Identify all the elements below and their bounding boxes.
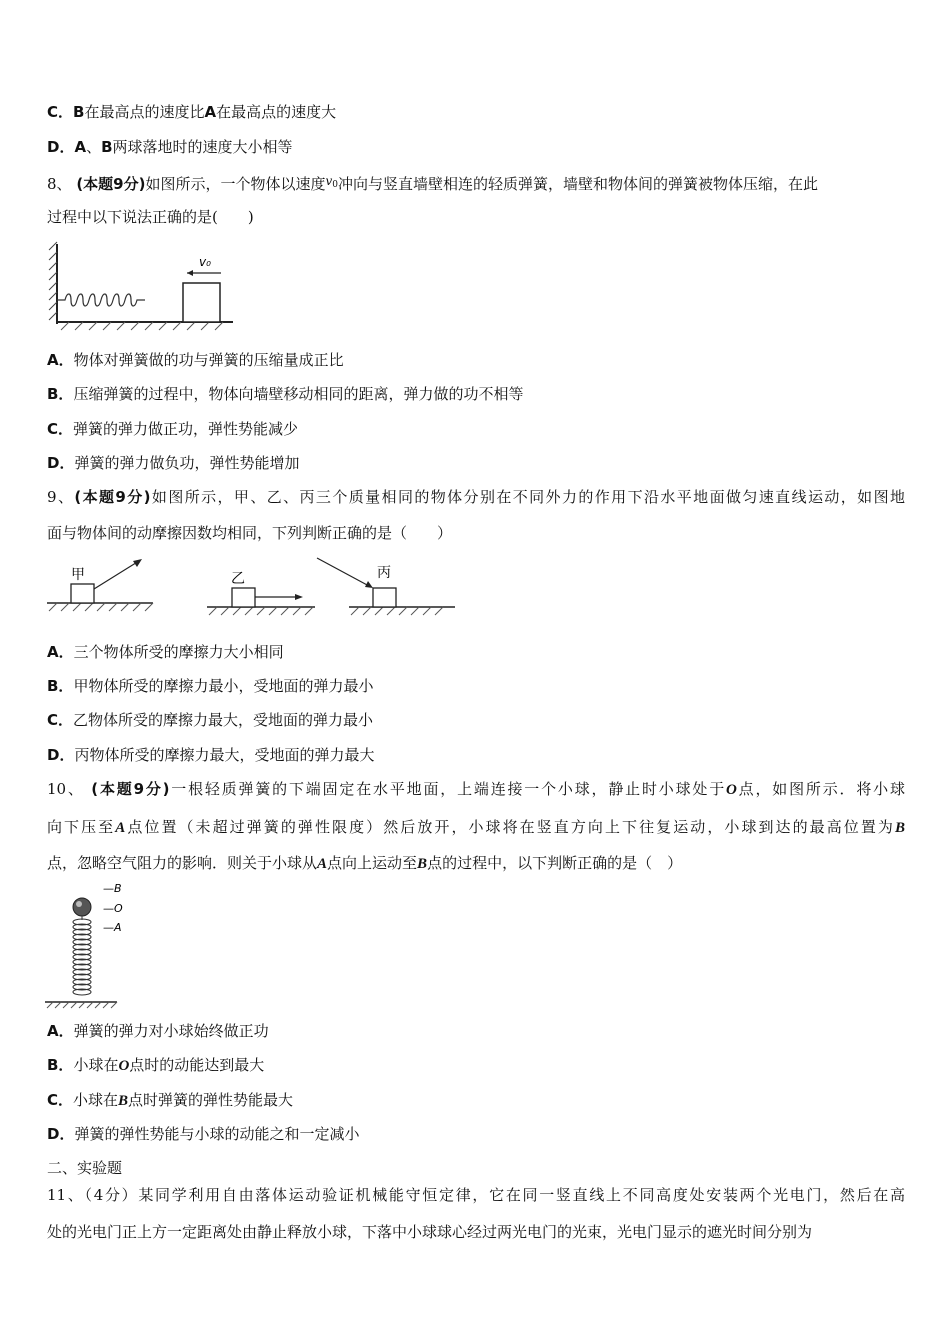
q8-option-b: B．压缩弹簧的过程中，物体向墙壁移动相同的距离，弹力做的功不相等 (47, 385, 524, 403)
label-O: —O (103, 902, 123, 915)
q7-option-d: D．A、B两球落地时的速度大小相等 (47, 138, 293, 156)
q10-stem-line2: 向下压至A点位置（未超过弹簧的弹性限度）然后放开，小球将在竖直方向上下往复运动，小球到达的最高位置为B (47, 818, 905, 836)
vertical-spring-icon (73, 919, 91, 995)
q10-option-b: B．小球在O点时的动能达到最大 (47, 1056, 265, 1074)
q8-stem-line2: 过程中以下说法正确的是( ) (47, 208, 254, 226)
ball-icon (73, 898, 91, 916)
q11-stem-line1: 11、（4分）某同学利用自由落体运动验证机械能守恒定律，它在同一竖直线上不同高度处安装两个光电门，然后在高 (47, 1186, 905, 1204)
q10-spring-ball-figure (45, 880, 175, 1010)
q8-option-c: C．弹簧的弹力做正功，弹性势能减少 (47, 420, 299, 438)
q8-option-d: D．弹簧的弹力做负功，弹性势能增加 (47, 454, 300, 472)
label-yi: 乙 (231, 571, 245, 587)
label-B: —B (103, 882, 122, 895)
velocity-label: v₀ (199, 255, 211, 269)
q10-stem-line3: 点，忽略空气阻力的影响．则关于小球从A点向上运动至B点的过程中，以下判断正确的是（ ） (47, 854, 683, 872)
q9-option-a: A．三个物体所受的摩擦力大小相同 (47, 643, 284, 661)
section-title: 二、实验题 (47, 1159, 123, 1177)
q10-option-a: A．弹簧的弹力对小球始终做正功 (47, 1022, 269, 1040)
q8-option-a: A．物体对弹簧做的功与弹簧的压缩量成正比 (47, 351, 344, 369)
block-icon (183, 283, 220, 322)
q9-option-d: D．丙物体所受的摩擦力最大，受地面的弹力最大 (47, 746, 375, 764)
label-jia: 甲 (71, 567, 85, 583)
q8-spring-wall-figure (47, 240, 237, 332)
label-A: —A (103, 921, 122, 934)
spring-icon (57, 294, 145, 306)
q9-stem-line1: 9、(本题9分)如图所示，甲、乙、丙三个质量相同的物体分别在不同外力的作用下沿水平地面做匀速直线运动，如图地 (47, 488, 905, 506)
q10-option-d: D．弹簧的弹性势能与小球的动能之和一定减小 (47, 1125, 360, 1143)
q9-three-blocks-figure (45, 555, 457, 621)
q9-option-c: C．乙物体所受的摩擦力最大，受地面的弹力最小 (47, 711, 374, 729)
q11-stem-line2: 处的光电门正上方一定距离处由静止释放小球，下落中小球球心经过两光电门的光束，光电门显示的遮光时间分别为 (47, 1223, 813, 1241)
q9-option-b: B．甲物体所受的摩擦力最小，受地面的弹力最小 (47, 677, 374, 695)
q8-stem-line1: 8、 (本题9分)如图所示，一个物体以速度$^{v0}$冲向与竖直墙壁相连的轻质弹簧，墙壁和物体间的弹簧被物体压缩，在此 (47, 174, 819, 193)
label-bing: 丙 (377, 565, 391, 581)
q10-option-c: C．小球在B点时弹簧的弹性势能最大 (47, 1091, 294, 1109)
q7-option-c: C．B在最高点的速度比A在最高点的速度大 (47, 103, 337, 121)
q10-stem-line1: 10、 (本题9分)一根轻质弹簧的下端固定在水平地面，上端连接一个小球，静止时小球处于O点，如图所示．将小球 (47, 780, 905, 798)
q9-stem-line2: 面与物体间的动摩擦因数均相同，下列判断正确的是（ ） (47, 524, 453, 542)
